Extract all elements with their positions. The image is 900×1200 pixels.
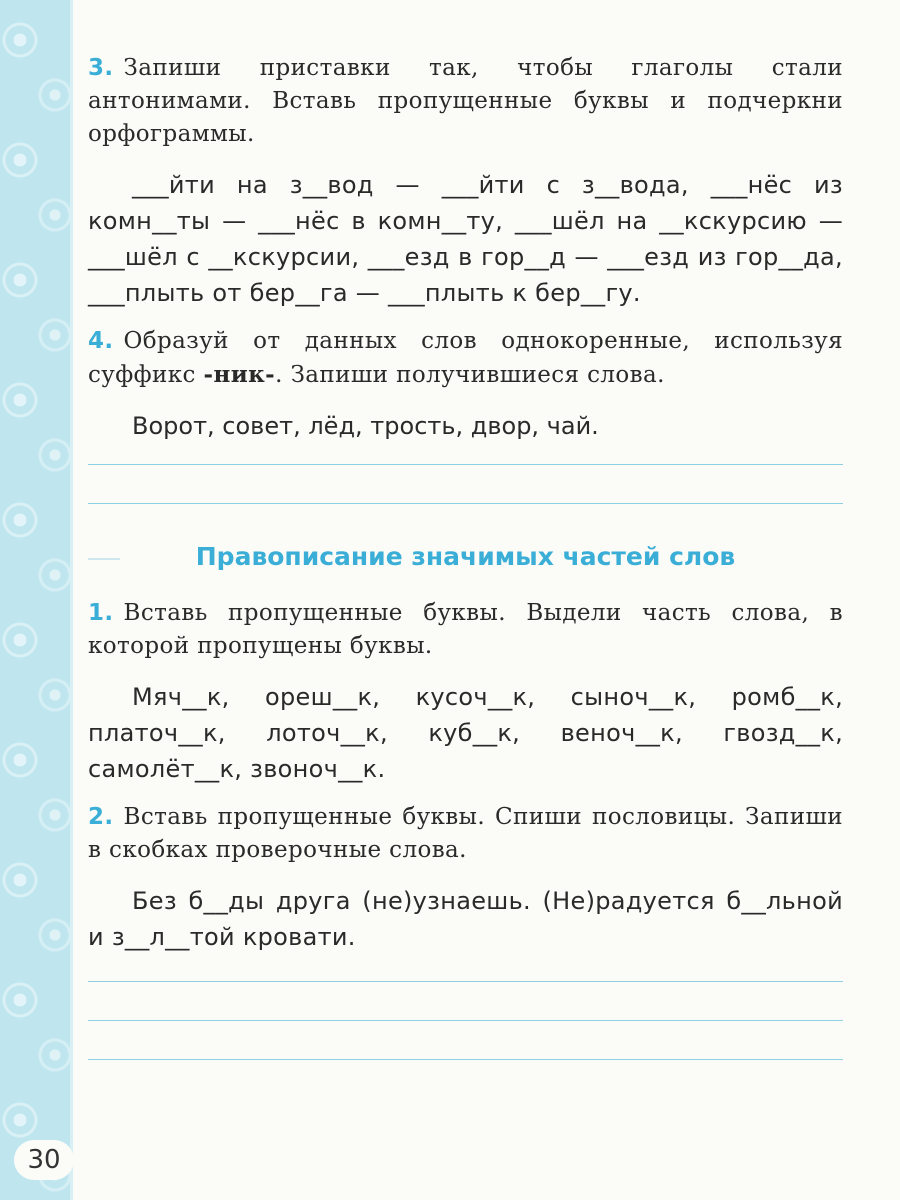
task-4-instruction [88, 325, 843, 392]
task-number: 3. [88, 55, 114, 81]
section-task-2-instruction [88, 801, 843, 867]
section-task-2-exercise: Без б__ды друга (не)узнаешь. (Не)радуется б__льной и з__л__той кровати. [88, 887, 843, 951]
answer-lines [88, 464, 843, 504]
task-text: Образуй от данных слов однокоренные, используя суффикс [88, 328, 843, 388]
answer-line [88, 1020, 843, 1021]
suffix-highlight: -ник- [203, 361, 276, 388]
task-text-end: . Запиши получившиеся слова. [275, 362, 665, 388]
task-3-instruction [88, 52, 843, 151]
task-text: Вставь пропущенные буквы. Спиши пословицы. Запиши в скобках проверочные слова. [88, 804, 843, 863]
section-task-1-instruction [88, 597, 843, 663]
answer-lines [88, 981, 843, 1060]
task-3-exercise: ___йти на з__вод — ___йти с з__вода, ___нёс из комн__ты — ___нёс в комн__ту, ___шёл на __кскурсию — ___шёл с __кскурсии, ___езд в гор__д — ___езд из гор__да, ___плыть от бер__га — ___плыть к бер__гу. [88, 171, 843, 307]
page-content [88, 52, 843, 1098]
answer-line [88, 464, 843, 465]
answer-line [88, 981, 843, 982]
answer-line [88, 1059, 843, 1060]
task-number: 4. [88, 328, 114, 354]
answer-line [88, 503, 843, 504]
page-number: 30 [14, 1140, 74, 1180]
section-task-1-exercise: Мяч__к, ореш__к, кусоч__к, сыноч__к, ромб__к, платоч__к, лоточ__к, куб__к, веноч__к, гвозд__к, самолёт__к, звоноч__к. [88, 683, 843, 783]
task-number: 2. [88, 804, 114, 830]
decorative-sidebar [0, 0, 73, 1200]
task-4-words: Ворот, совет, лёд, трость, двор, чай. [132, 412, 599, 440]
section-title: Правописание значимых частей слов [88, 542, 843, 571]
task-number: 1. [88, 600, 114, 626]
task-text: Вставь пропущенные буквы. Выдели часть слова, в которой пропущены буквы. [88, 600, 843, 659]
task-text: Запиши приставки так, чтобы глаголы стали антонимами. Вставь пропущенные буквы и подчеркни орфограммы. [88, 55, 843, 147]
